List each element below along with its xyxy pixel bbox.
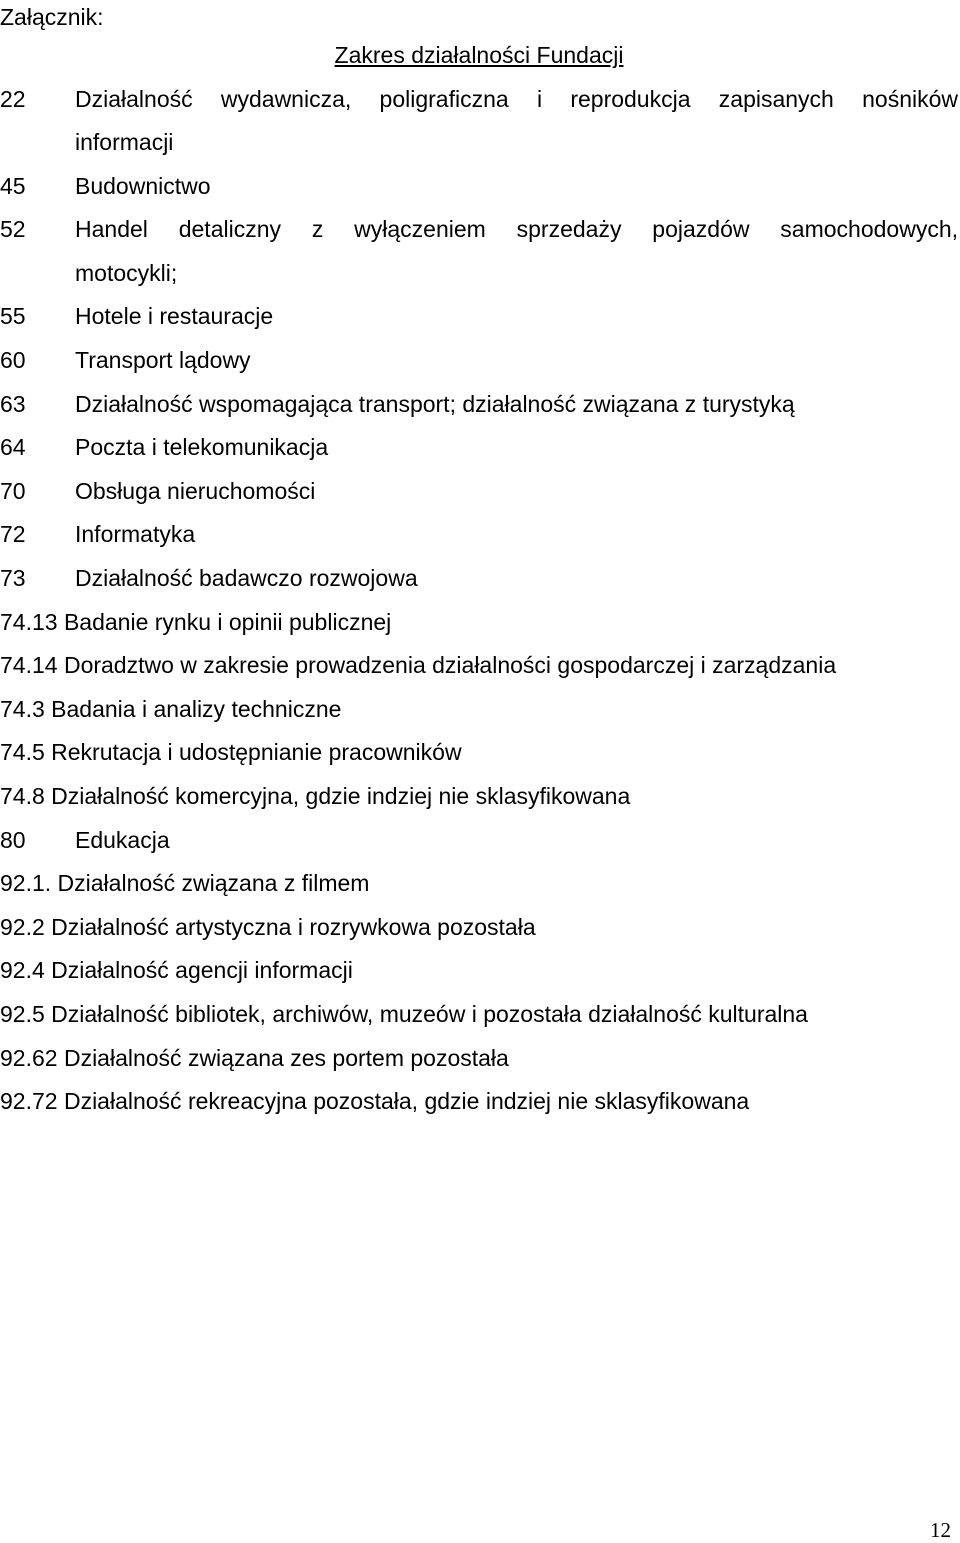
activity-code: 22: [0, 86, 26, 112]
activity-description: Transport lądowy: [75, 347, 251, 373]
activity-code: 74.3: [0, 696, 45, 722]
activity-code: 80: [0, 827, 26, 853]
activity-description: Działalność agencji informacji: [51, 957, 353, 983]
activity-code: 55: [0, 303, 26, 329]
activity-description: Budownictwo: [75, 173, 211, 199]
list-item: [0, 1087, 958, 1115]
activity-description: Działalność wspomagająca transport; działalność związana z turystyką: [75, 391, 795, 417]
list-item: [0, 695, 958, 723]
activity-code: 92.5: [0, 1001, 45, 1027]
activity-description: Handel detaliczny z wyłączeniem sprzedaży pojazdów samochodowych,: [75, 216, 958, 242]
document-heading: Zakres działalności Fundacji: [334, 42, 624, 68]
activity-description: Rekrutacja i udostępnianie pracowników: [51, 739, 462, 765]
attachment-label: Załącznik:: [0, 4, 104, 30]
activity-code: 72: [0, 521, 26, 547]
page-number: 12: [930, 1518, 951, 1542]
activity-code: 92.1.: [0, 870, 52, 896]
activity-code: 60: [0, 347, 26, 373]
activity-description: Badanie rynku i opinii publicznej: [63, 609, 392, 635]
activity-description-continuation: informacji: [75, 129, 174, 155]
activity-description: Działalność bibliotek, archiwów, muzeów i pozostała działalność kulturalna: [51, 1001, 808, 1027]
activity-code: 92.2: [0, 914, 45, 940]
activity-description: Działalność wydawnicza, poligraficzna i reprodukcja zapisanych nośników: [75, 86, 958, 112]
activity-code: 92.62: [0, 1045, 58, 1071]
activity-code: 64: [0, 434, 26, 460]
activity-description-continuation: motocykli;: [75, 260, 178, 286]
list-item: [0, 869, 958, 897]
activity-description: Badania i analizy techniczne: [51, 696, 342, 722]
list-item: [0, 782, 958, 810]
activity-description: Działalność związana zes portem pozostała: [63, 1045, 509, 1071]
list-item: [0, 738, 958, 766]
activity-code: 70: [0, 478, 26, 504]
activity-description: Poczta i telekomunikacja: [75, 434, 329, 460]
list-item: [0, 913, 958, 941]
activity-description: Doradztwo w zakresie prowadzenia działalności gospodarczej i zarządzania: [63, 652, 837, 678]
activity-description: Działalność badawczo rozwojowa: [75, 565, 418, 591]
list-item: [0, 1000, 958, 1028]
activity-description: Hotele i restauracje: [75, 303, 274, 329]
activity-code: 45: [0, 173, 26, 199]
activity-code: 74.5: [0, 739, 45, 765]
list-item: [0, 608, 958, 636]
activity-code: 92.4: [0, 957, 45, 983]
activity-code: 52: [0, 216, 26, 242]
activity-code: 92.72: [0, 1088, 58, 1114]
activity-code: 73: [0, 565, 26, 591]
activity-description: Działalność komercyjna, gdzie indziej nie sklasyfikowana: [51, 783, 631, 809]
activity-code: 74.14: [0, 652, 58, 678]
activity-code: 74.8: [0, 783, 45, 809]
list-item: [0, 956, 958, 984]
activity-description: Informatyka: [75, 521, 196, 547]
activity-description: Działalność związana z filmem: [57, 870, 370, 896]
activity-description: Obsługa nieruchomości: [75, 478, 316, 504]
list-item: [0, 1044, 958, 1072]
activity-description: Edukacja: [75, 827, 170, 853]
activity-description: Działalność rekreacyjna pozostała, gdzie indziej nie sklasyfikowana: [63, 1088, 750, 1114]
activity-code: 63: [0, 391, 26, 417]
list-item: [0, 651, 958, 679]
activity-code: 74.13: [0, 609, 58, 635]
activity-description: Działalność artystyczna i rozrywkowa pozostała: [51, 914, 536, 940]
